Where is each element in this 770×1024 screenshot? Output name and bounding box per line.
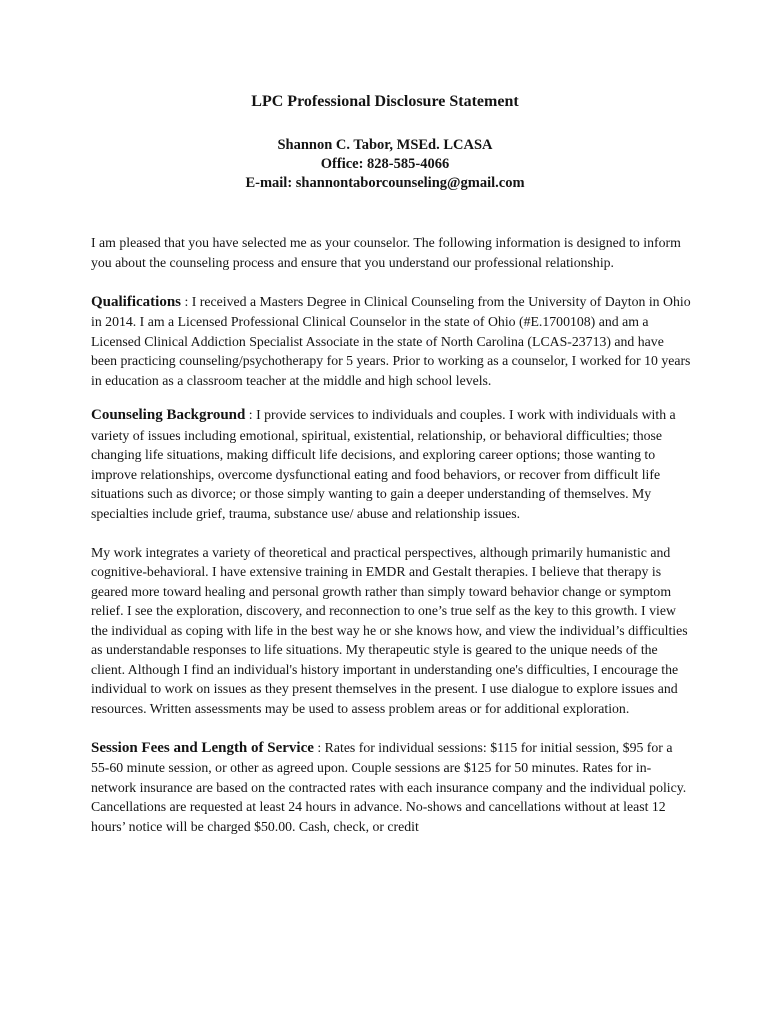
fees-text: : Rates for individual sessions: $115 for initial session, $95 for a 55-60 minute session, or other as agreed upon. Couple sessions are $125 for 50 minutes. Rates for in-network insurance are based on the contracted rates with each insurance company and the individual policy. Cancellations are requested at least 24 hours in advance. No-shows and cancellations without at least 12 hours’ notice will be charged $50.00. Cash, check, or credit xyxy=(91,739,687,834)
office-phone: Office: 828-585-4066 xyxy=(320,156,450,172)
background-text: : I provide services to individuals and couples. I work with individuals with a variety of issues including emotional, spiritual, existential, relationship, or behavioral difficulties; those changing life situations, making difficult life decisions, and exploring career options; those wanting to improve relationships, overcome dysfunctional eating and food behaviors, or recover from difficult life situations such as divorce; or those simply wanting to gain a deeper understanding of themselves. My specialties include grief, trauma, substance use/ abuse and relationship issues. xyxy=(91,407,676,521)
approach-paragraph: My work integrates a variety of theoretical and practical perspectives, although primarily humanistic and cognitive-behavioral. I have extensive training in EMDR and Gestalt therapies. I believe that therapy is geared more toward healing and personal growth rather than simply toward behavior change or symptom relief. I see the exploration, discovery, and reconnection to one’s true self as the key to this growth. I view the individual as coping with life in the best way he or she knows how, and view the individual’s difficulties as understandable responses to life situations. My therapeutic style is geared to the unique needs of the client. Although I find an individual's history important in understanding one's difficulties, I encourage the individual to work on issues as they present themselves in the present. I use dialogue to explore issues and resources. Written assessments may be used to assess problem areas or for additional exploration. xyxy=(91,544,688,716)
qualifications-heading: Qualifications xyxy=(91,293,182,310)
counselor-name: Shannon C. Tabor, MSEd. LCASA xyxy=(277,137,493,153)
document-title: LPC Professional Disclosure Statement xyxy=(251,93,519,110)
intro-paragraph: I am pleased that you have selected me as your counselor. The following information is designed to inform you about the counseling process and ensure that you understand our professional relationship. xyxy=(91,235,681,270)
qualifications-text: : I received a Masters Degree in Clinical Counseling from the University of Dayton in Ohio in 2014. I am a Licensed Professional Clinical Counselor in the state of Ohio (#E.1700108) and am a Licensed Clinical Addiction Specialist Associate in the state of North Carolina (LCAS-23713) and have been practicing counseling/psychotherapy for 5 years. Prior to working as a counselor, I worked for 10 years in education as a classroom teacher at the middle and high school levels. xyxy=(91,293,691,388)
qualifications-paragraph xyxy=(91,292,691,391)
background-heading: Counseling Background xyxy=(91,407,246,423)
fees-paragraph xyxy=(91,738,691,837)
email-line: E-mail: shannontaborcounseling@gmail.com xyxy=(245,175,525,191)
document-body xyxy=(91,233,691,856)
fees-heading: Session Fees and Length of Service xyxy=(91,739,314,756)
background-paragraph xyxy=(91,405,691,523)
counselor-header xyxy=(0,136,770,193)
